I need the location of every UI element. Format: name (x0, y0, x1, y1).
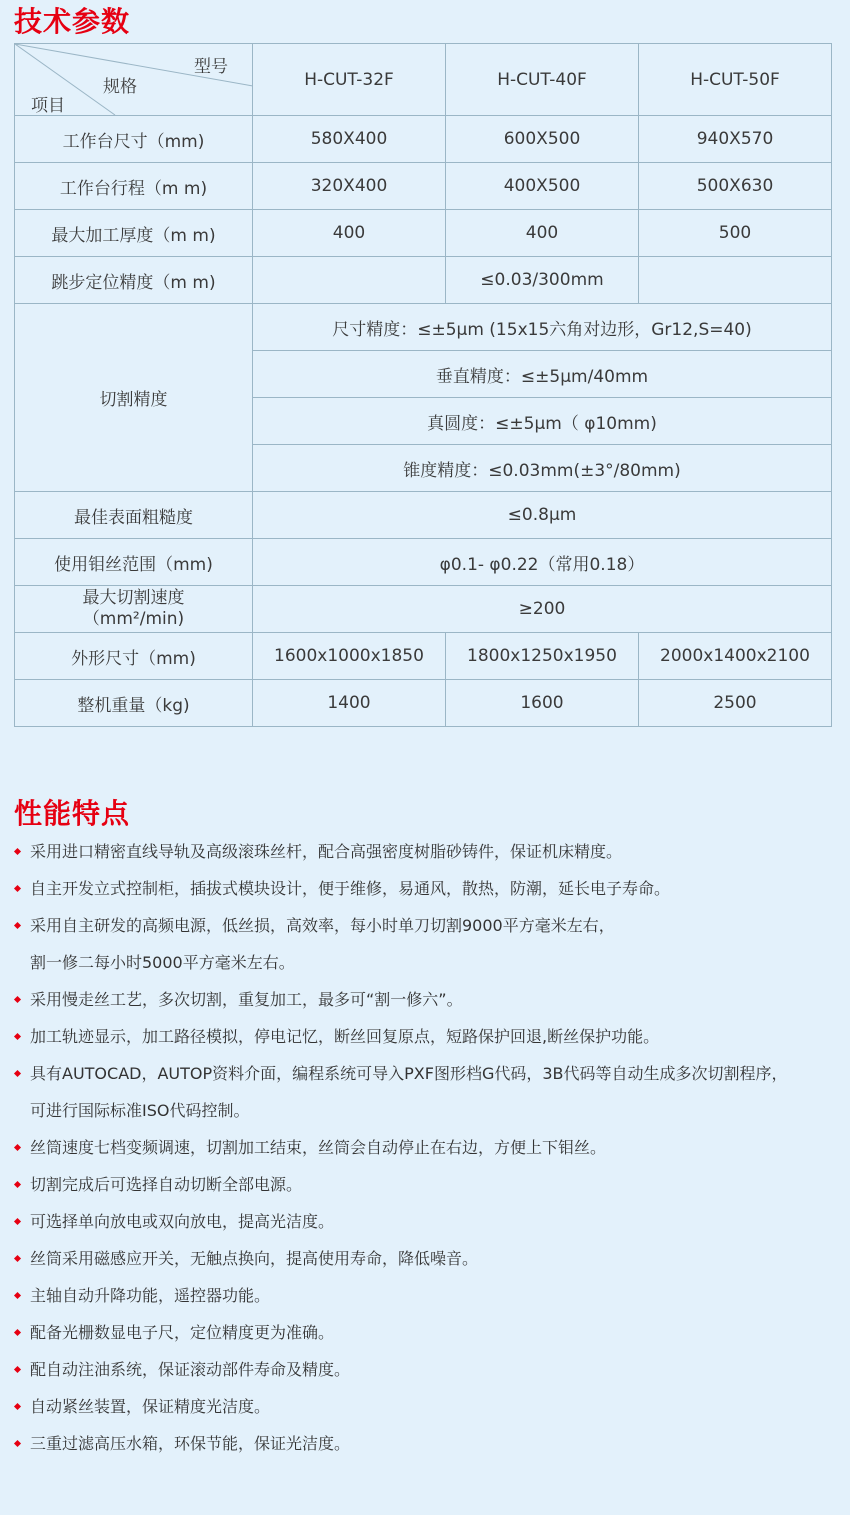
model-header-cell: H-CUT-50F (639, 44, 832, 116)
feature-item (14, 1055, 844, 1129)
table-cell: 600X500 (446, 116, 639, 163)
spec-table (14, 43, 832, 727)
feature-text: 采用自主研发的高频电源，低丝损，高效率，每小时单刀切割9000平方毫米左右， (30, 916, 615, 935)
table-cell: ≥200 (253, 586, 832, 633)
feature-text: 自主开发立式控制柜，插拔式模块设计，便于维修，易通风，散热，防潮，延长电子寿命。 (30, 879, 671, 898)
row-label: 外形尺寸（mm) (15, 633, 253, 680)
table-cell: 940X570 (639, 116, 832, 163)
feature-text: 配自动注油系统，保证滚动部件寿命及精度。 (30, 1360, 351, 1379)
table-cell: 2000x1400x2100 (639, 633, 832, 680)
table-cell: 垂直精度：≤±5μm/40mm (253, 351, 832, 398)
table-cell: 锥度精度：≤0.03mm(±3°/80mm) (253, 445, 832, 492)
bullet-diamond-icon (14, 1329, 21, 1336)
feature-item (14, 1425, 844, 1462)
table-row (15, 492, 832, 539)
table-row (15, 633, 832, 680)
feature-text-continued: 可进行国际标准ISO代码控制。 (30, 1101, 250, 1120)
bullet-diamond-icon (14, 1292, 21, 1299)
feature-list (14, 833, 844, 1462)
table-header-row (15, 44, 832, 116)
bullet-diamond-icon (14, 1366, 21, 1373)
table-cell: φ0.1- φ0.22（常用0.18） (253, 539, 832, 586)
feature-item (14, 981, 844, 1018)
table-cell: 500X630 (639, 163, 832, 210)
row-label: 跳步定位精度（m m) (15, 257, 253, 304)
feature-item (14, 1166, 844, 1203)
bullet-diamond-icon (14, 1144, 21, 1151)
header-item-label: 项目 (31, 96, 65, 116)
feature-text: 加工轨迹显示，加工路径模拟，停电记忆，断丝回复原点，短路保护回退,断丝保护功能。 (30, 1027, 660, 1046)
row-label: 最大加工厚度（m m) (15, 210, 253, 257)
table-cell: 真圆度：≤±5μm（ φ10mm) (253, 398, 832, 445)
feature-item (14, 1388, 844, 1425)
table-row (15, 680, 832, 727)
model-header-cell: H-CUT-40F (446, 44, 639, 116)
table-row (15, 539, 832, 586)
bullet-diamond-icon (14, 1218, 21, 1225)
feature-text: 采用进口精密直线导轨及高级滚珠丝杆，配合高强密度树脂砂铸件，保证机床精度。 (30, 842, 623, 861)
table-cell: ≤0.03/300mm (446, 257, 639, 304)
row-label: 切割精度 (15, 304, 253, 492)
table-row (15, 210, 832, 257)
row-label: 最佳表面粗糙度 (15, 492, 253, 539)
table-cell: 尺寸精度：≤±5μm (15x15六角对边形，Gr12,S=40) (253, 304, 832, 351)
feature-text: 丝筒速度七档变频调速，切割加工结束，丝筒会自动停止在右边，方便上下钼丝。 (30, 1138, 607, 1157)
feature-text: 三重过滤高压水箱，环保节能，保证光洁度。 (30, 1434, 351, 1453)
table-cell-empty (253, 257, 446, 304)
row-label-line2: （mm²/min) (82, 609, 185, 629)
row-label-line1: 最大切割速度 (82, 588, 185, 608)
table-cell: 1600 (446, 680, 639, 727)
bullet-diamond-icon (14, 885, 21, 892)
row-label (15, 586, 253, 633)
table-row (15, 586, 832, 633)
header-spec-label: 规格 (103, 77, 137, 97)
bullet-diamond-icon (14, 1070, 21, 1077)
table-row (15, 304, 832, 351)
feature-text: 配备光栅数显电子尺，定位精度更为准确。 (30, 1323, 335, 1342)
bullet-diamond-icon (14, 848, 21, 855)
feature-text: 丝筒采用磁感应开关，无触点换向，提高使用寿命，降低噪音。 (30, 1249, 479, 1268)
bullet-diamond-icon (14, 1403, 21, 1410)
feature-item (14, 1351, 844, 1388)
row-label: 使用钼丝范围（mm) (15, 539, 253, 586)
feature-item (14, 907, 844, 981)
feature-text: 切割完成后可选择自动切断全部电源。 (30, 1175, 303, 1194)
table-row (15, 257, 832, 304)
table-cell: 1800x1250x1950 (446, 633, 639, 680)
bullet-diamond-icon (14, 996, 21, 1003)
table-cell: ≤0.8μm (253, 492, 832, 539)
feature-item (14, 1277, 844, 1314)
table-cell: 400 (446, 210, 639, 257)
bullet-diamond-icon (14, 922, 21, 929)
feature-text-continued: 割一修二每小时5000平方毫米左右。 (30, 953, 295, 972)
model-header-cell: H-CUT-32F (253, 44, 446, 116)
table-cell: 580X400 (253, 116, 446, 163)
table-cell: 1400 (253, 680, 446, 727)
table-cell: 320X400 (253, 163, 446, 210)
feature-text: 具有AUTOCAD，AUTOP资料介面，编程系统可导入PXF图形档G代码，3B代码等自动生成多次切割程序， (30, 1064, 788, 1083)
feature-item (14, 833, 844, 870)
feature-text: 可选择单向放电或双向放电，提高光洁度。 (30, 1212, 335, 1231)
feature-item (14, 1129, 844, 1166)
table-cell: 500 (639, 210, 832, 257)
bullet-diamond-icon (14, 1181, 21, 1188)
row-label: 整机重量（kg) (15, 680, 253, 727)
features-section-title: 性能特点 (14, 797, 131, 830)
table-cell: 2500 (639, 680, 832, 727)
feature-item (14, 1018, 844, 1055)
feature-item (14, 1314, 844, 1351)
table-row (15, 163, 832, 210)
header-model-label: 型号 (194, 57, 228, 77)
table-cell: 1600x1000x1850 (253, 633, 446, 680)
header-corner-cell (15, 44, 253, 116)
table-row (15, 116, 832, 163)
table-cell: 400X500 (446, 163, 639, 210)
feature-item (14, 1203, 844, 1240)
bullet-diamond-icon (14, 1255, 21, 1262)
bullet-diamond-icon (14, 1033, 21, 1040)
specs-section-title: 技术参数 (14, 5, 131, 38)
table-cell: 400 (253, 210, 446, 257)
feature-text: 主轴自动升降功能，遥控器功能。 (30, 1286, 271, 1305)
feature-item (14, 870, 844, 907)
table-cell-empty (639, 257, 832, 304)
feature-item (14, 1240, 844, 1277)
row-label: 工作台行程（m m) (15, 163, 253, 210)
feature-text: 采用慢走丝工艺，多次切割，重复加工，最多可“割一修六”。 (30, 990, 463, 1009)
bullet-diamond-icon (14, 1440, 21, 1447)
feature-text: 自动紧丝装置，保证精度光洁度。 (30, 1397, 271, 1416)
row-label: 工作台尺寸（mm) (15, 116, 253, 163)
